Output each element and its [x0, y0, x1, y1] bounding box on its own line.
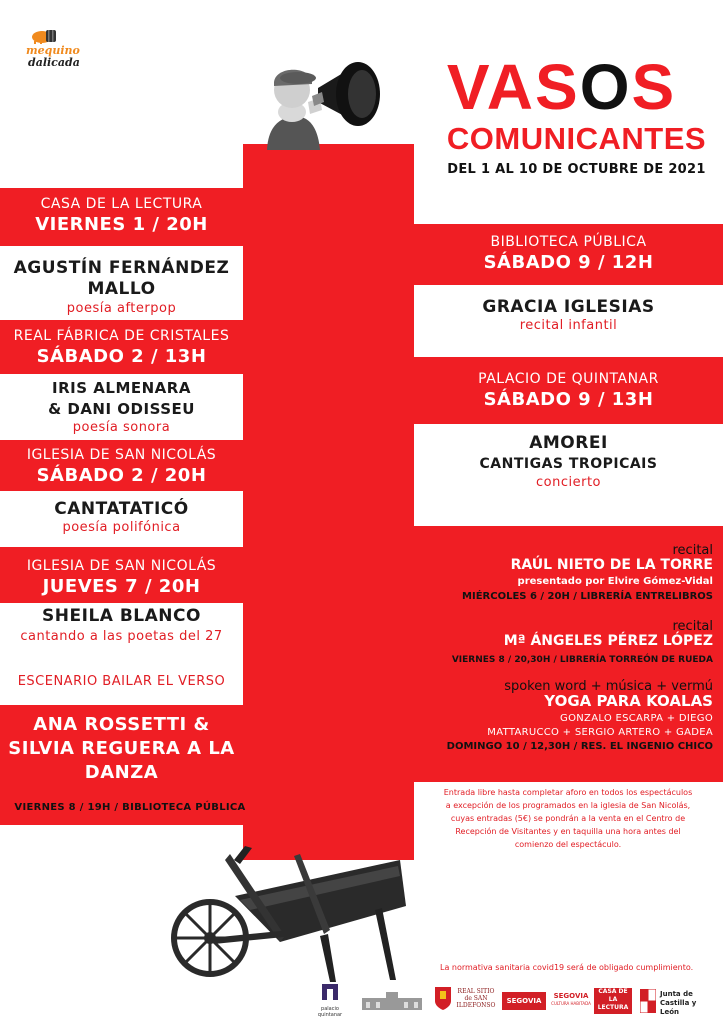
event-3-card	[0, 491, 243, 547]
event-venue: PALACIO DE QUINTANAR	[478, 371, 659, 387]
jcyl-shield-icon	[640, 989, 656, 1013]
sponsor-segovia-cultura	[550, 992, 592, 1006]
event-performer: DANZA	[84, 762, 159, 783]
sponsor-label: palacio quintanar	[317, 1006, 343, 1018]
event-date: VIERNES 1 / 20H	[35, 214, 208, 235]
festival-dates: DEL 1 AL 10 DE OCTUBRE DE 2021	[447, 162, 706, 177]
event-venue: IGLESIA DE SAN NICOLÁS	[26, 558, 217, 574]
sponsor-label: SEGOVIA	[553, 992, 589, 1000]
event-3-header	[0, 447, 243, 486]
event-6-card	[414, 424, 723, 526]
sponsor-real-sitio: REAL SITIO de SAN ILDEFONSO	[456, 988, 496, 1009]
event-performer: SHEILA BLANCO	[42, 606, 201, 626]
event-genre: cantando a las poetas del 27	[20, 629, 223, 644]
event-performer: CANTIGAS TROPICAIS	[479, 456, 658, 472]
recital-name: YOGA PARA KOALAS	[544, 692, 713, 710]
child-megaphone-illustration	[262, 40, 392, 150]
event-venue: IGLESIA DE SAN NICOLÁS	[26, 447, 217, 463]
event-performer: CANTATATICÓ	[54, 499, 189, 519]
event-1-card	[0, 246, 243, 320]
event-1-header	[0, 196, 243, 235]
note-line: comienzo del espectáculo.	[514, 840, 622, 849]
sponsor-casa-lectura	[594, 988, 632, 1014]
sponsor-jcyl: Junta de Castilla y León	[660, 990, 697, 1016]
recital-2	[400, 620, 713, 665]
title-o: O	[579, 51, 632, 123]
event-genre: poesía sonora	[72, 420, 171, 435]
event-performer: & DANI ODISSEU	[48, 400, 195, 418]
recital-type: spoken word + música + vermú	[504, 679, 713, 694]
building-icon	[362, 990, 422, 1012]
escenario-when: VIERNES 8 / 19H / BIBLIOTECA PÚBLICA	[14, 802, 246, 813]
event-5-header	[414, 234, 723, 273]
sponsor-label: SEGOVIA	[506, 997, 542, 1005]
sponsor-sub-label: CULTURA HABITADA	[551, 1001, 591, 1006]
event-performer: MALLO	[87, 279, 156, 299]
event-venue: REAL FÁBRICA DE CRISTALES	[13, 328, 230, 344]
meguino-logo	[26, 28, 92, 70]
note-line: Entrada libre hasta completar aforo en todos los espectáculos	[443, 788, 693, 797]
palacio-logo-icon	[320, 984, 340, 1002]
event-performer: GRACIA IGLESIAS	[482, 297, 655, 317]
recital-when: VIERNES 8 / 20,30H / LIBRERÍA TORREÓN DE RUEDA	[451, 655, 713, 665]
logo-text-2: dalicada	[28, 56, 80, 69]
event-4-header	[0, 558, 243, 597]
recital-name: RAÚL NIETO DE LA TORRE	[510, 557, 713, 573]
pig-barrel-icon	[30, 28, 58, 44]
logo-text-1: mequino	[26, 44, 80, 57]
sponsor-segovia	[502, 992, 546, 1010]
recital-guests: GONZALO ESCARPA + DIEGO	[560, 713, 713, 724]
event-date: SÁBADO 2 / 20H	[36, 465, 207, 486]
event-genre: concierto	[536, 475, 601, 490]
event-4-card	[0, 603, 243, 705]
event-2-card	[0, 374, 243, 440]
recital-type: recital	[672, 543, 713, 558]
recital-guests: MATTARUCCO + SERGIO ARTERO + GADEA	[487, 727, 713, 738]
event-genre: poesía afterpop	[66, 301, 177, 316]
event-6-header	[414, 371, 723, 410]
admission-note	[418, 786, 718, 851]
page-title	[400, 52, 723, 122]
title-part-1: VAS	[446, 51, 580, 123]
escenario-label: ESCENARIO BAILAR EL VERSO	[17, 674, 226, 689]
event-date: SÁBADO 2 / 13H	[36, 346, 207, 367]
red-column-main	[243, 144, 414, 860]
page-subtitle: COMUNICANTES	[446, 121, 707, 156]
sponsor-palacio	[312, 984, 348, 1018]
covid-note: La normativa sanitaria covid19 será de obligado cumplimiento.	[440, 963, 694, 972]
event-performer: IRIS ALMENARA	[52, 379, 191, 397]
title-part-2: S	[631, 51, 677, 123]
event-2-header	[0, 328, 243, 367]
wheelbarrow-illustration	[170, 846, 420, 986]
recital-3	[400, 680, 713, 752]
event-date: SÁBADO 9 / 12H	[483, 252, 654, 273]
event-performer: AGUSTÍN FERNÁNDEZ	[13, 258, 230, 278]
event-5-card	[414, 285, 723, 357]
escenario-performers	[0, 713, 243, 785]
note-line: cuyas entradas (5€) se pondrán a la venta en el Centro de	[450, 814, 686, 823]
sponsor-label: CASA DE LA LECTURA	[597, 988, 629, 1011]
event-genre: recital infantil	[519, 318, 618, 333]
event-performer: AMOREI	[529, 433, 608, 453]
recital-when: DOMINGO 10 / 12,30H / RES. EL INGENIO CHICO	[446, 741, 713, 752]
note-line: Recepción de Visitantes y en taquilla una hora antes del	[455, 827, 681, 836]
recital-when: MIÉRCOLES 6 / 20H / LIBRERÍA ENTRELIBROS	[462, 591, 713, 602]
event-date: JUEVES 7 / 20H	[42, 576, 201, 597]
event-performer: ANA ROSSETTI &	[33, 714, 210, 735]
event-genre: poesía polifónica	[62, 520, 181, 535]
event-venue: CASA DE LA LECTURA	[40, 196, 203, 212]
recital-presenter: presentado por Elvire Gómez-Vidal	[517, 576, 713, 587]
note-line: a excepción de los programados en la iglesia de San Nicolás,	[445, 801, 691, 810]
event-performer: SILVIA REGUERA A LA	[8, 738, 235, 759]
recital-1	[400, 544, 713, 602]
coat-of-arms-icon	[434, 985, 452, 1011]
recital-type: recital	[672, 619, 713, 634]
event-venue: BIBLIOTECA PÚBLICA	[490, 234, 647, 250]
event-date: SÁBADO 9 / 13H	[483, 389, 654, 410]
recital-name: Mª ÁNGELES PÉREZ LÓPEZ	[503, 633, 713, 649]
